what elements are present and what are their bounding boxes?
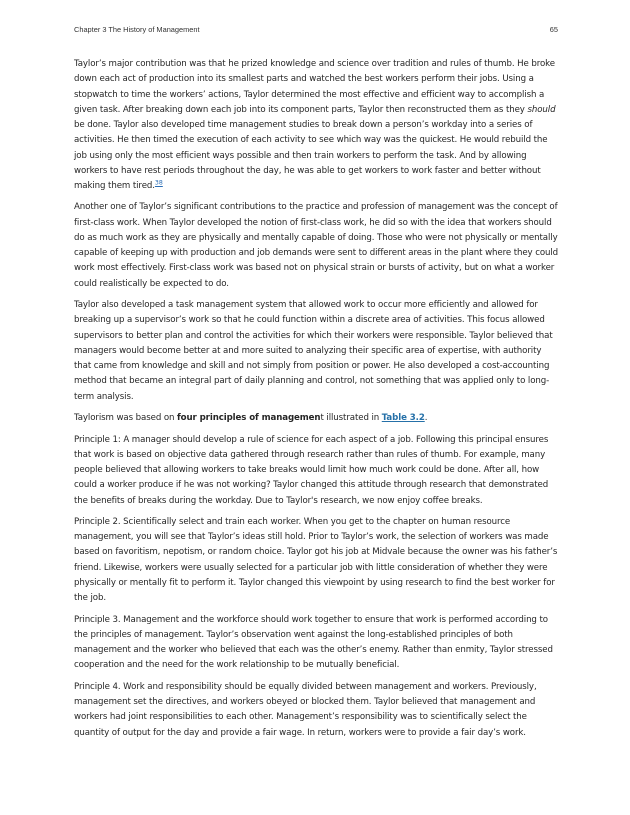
paragraph-principle-4: Principle 4. Work and responsibility should be equally divided between management and workers. Previously, management set the directives, and workers obeyed or blocked them. Taylor believed that management and workers had joint responsibilities to each other. Management’s responsibility was to scientifically select the quantity of output for the day and provide a fair wage. In return, workers were to provide a fair day’s work. bbox=[74, 681, 537, 738]
paragraph-text: Taylor’s major contribution was that he prized knowledge and science over tradition and rules of thumb. He broke down each act of production into its smallest parts and watched the best workers perform their jobs. Using a stopwatch to time the workers’ actions, Taylor determined the most effective and efficient way to accomplish a given task. After breaking down each job into its component parts, Taylor then reconstructed them as they bbox=[74, 59, 555, 115]
page-number: 65 bbox=[549, 25, 558, 34]
key-term-four-principles: four principles of managemen bbox=[177, 413, 321, 424]
emphasis-should: should bbox=[527, 104, 556, 115]
paragraph-text: be done. Taylor also developed time management studies to break down a person’s workday into a series of activities. He then timed the execution of each activity to see which way was the quickest. He would rebuild the job using only the most efficient ways possible and then train workers to perform the task. And by allowing workers to have rest periods throughout the day, he was able to get workers to work faster and better without making them tired. bbox=[74, 120, 548, 191]
paragraph-task-management: Taylor also developed a task management system that allowed work to occur more efficiently and allowed for breaking up a supervisor’s work so that he could function within a discrete area of activities. This focus allowed supervisors to better plan and control the activities for which their workers were responsible. Taylor believed that managers would become better at and more suited to analyzing their specific area of expertise, with authority that came from knowledge and skill and not simply from position or power. He also developed a cost-accounting method that became an integral part of daily planning and control, not something that was applied only to long-term analysis. bbox=[74, 300, 553, 402]
table-3-2-link[interactable]: Table 3.2 bbox=[381, 413, 425, 424]
paragraph-principle-3: Principle 3. Management and the workforce should work together to ensure that work is performed according to the principles of management. Taylor’s observation went against the long-established principles of both management and the worker who believed that each was the other’s enemy. Rather than enmity, Taylor stressed cooperation and the need for the work relationship to be mutually beneficial. bbox=[74, 614, 553, 671]
paragraph-taylor-contribution bbox=[74, 57, 560, 194]
paragraph-text: Taylorism was based on bbox=[74, 413, 178, 424]
chapter-title: Chapter 3 The History of Management bbox=[74, 25, 200, 34]
paragraph-text: t illustrated in bbox=[320, 413, 382, 424]
footnote-ref-38[interactable]: 38 bbox=[154, 179, 163, 187]
paragraph-principle-2: Principle 2. Scientifically select and train each worker. When you get to the chapter on human resource management, you will see that Taylor’s ideas still hold. Prior to Taylor’s work, the selection of workers was made based on favoritism, nepotism, or random choice. Taylor got his job at Midvale because the owner was his father’s friend. Likewise, workers were usually selected for a particular job with little consideration of whether they were physically or mentally fit to perform it. Taylor changed this viewpoint by using research to find the best worker for the job. bbox=[74, 516, 558, 604]
paragraph-first-class-work: Another one of Taylor’s significant contributions to the practice and profession of management was the concept of first-class work. When Taylor developed the notion of first-class work, he did so with the idea that workers should do as much work as they are physically and mentally capable of doing. Those who were not physically or mentally capable of keeping up with production and job demands were sent to different areas in the plant where they could work most effectively. First-class work was based not on physical strain or bursts of activity, but on what a worker could realistically be expected to do. bbox=[74, 202, 559, 289]
paragraph-text: . bbox=[424, 413, 428, 424]
paragraph-principle-1: Principle 1: A manager should develop a rule of science for each aspect of a job. Following this principal ensures that work is based on objective data gathered through research rather than rules of thumb. For example, many people believed that allowing workers to take breaks would limit how much work could be done. After all, how could a worker produce if he was not working? Taylor changed this attitude through research that demonstrated the benefits of breaks during the workday. Due to Taylor's research, we now enjoy coffee breaks. bbox=[74, 434, 549, 506]
body-text bbox=[74, 57, 560, 747]
running-header bbox=[74, 25, 558, 37]
paragraph-taylorism-intro bbox=[74, 411, 560, 426]
